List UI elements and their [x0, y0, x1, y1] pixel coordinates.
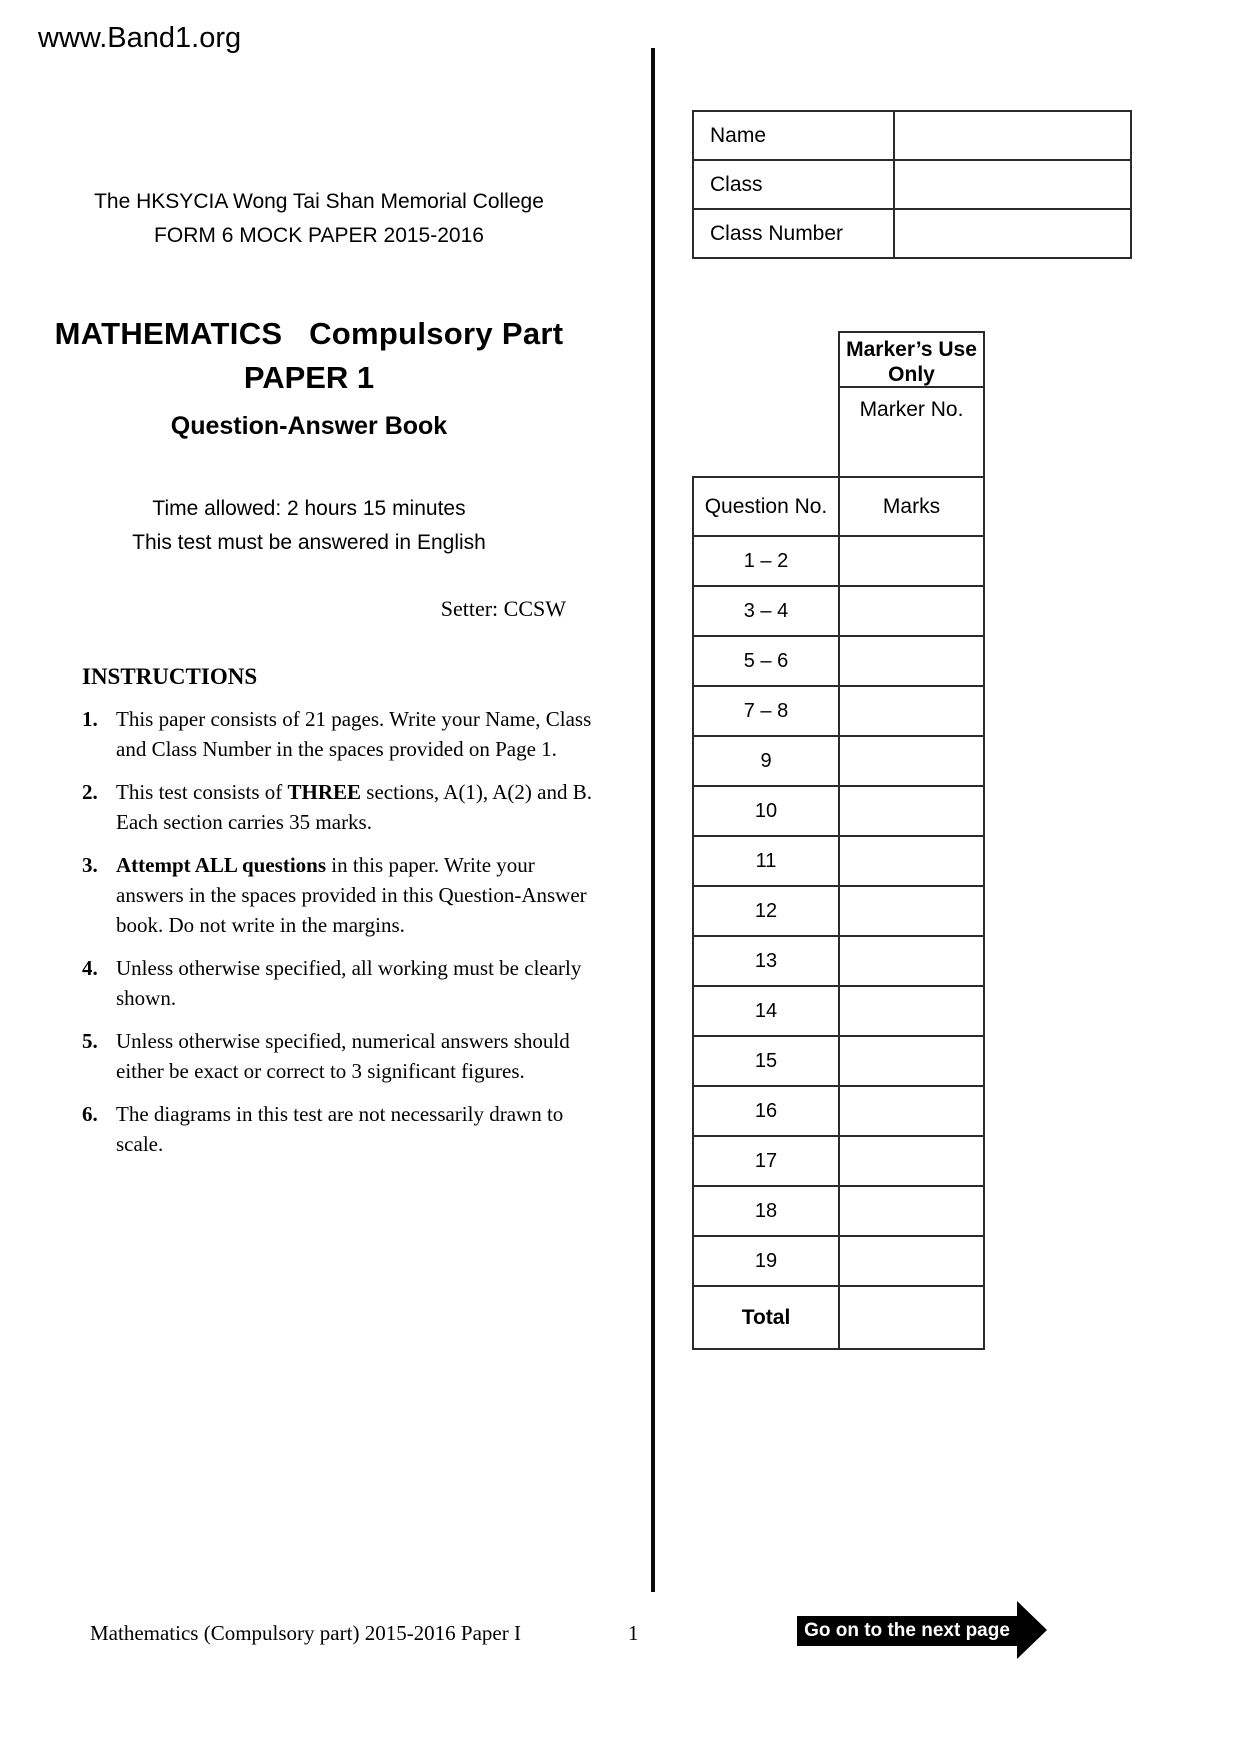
table-row [694, 635, 983, 685]
instruction-number: 6. [82, 1102, 98, 1126]
instruction-item [82, 1026, 602, 1086]
question-no-cell: 1 – 2 [694, 537, 840, 585]
marks-cell [840, 1187, 983, 1235]
instruction-number: 5. [82, 1029, 98, 1053]
instruction-number: 2. [82, 780, 98, 804]
info-value-cell [895, 210, 1130, 257]
marker-use-only-label: Marker’s Use Only [840, 333, 983, 388]
total-label: Total [694, 1287, 840, 1348]
info-row [694, 159, 1130, 208]
info-value-cell [895, 161, 1130, 208]
info-row [694, 112, 1130, 159]
question-no-header: Question No. [694, 478, 840, 535]
table-row [694, 1085, 983, 1135]
table-row [694, 835, 983, 885]
marks-cell [840, 587, 983, 635]
question-no-cell: 7 – 8 [694, 687, 840, 735]
page-number: 1 [628, 1621, 639, 1645]
question-no-cell: 9 [694, 737, 840, 785]
question-no-cell: 3 – 4 [694, 587, 840, 635]
marks-header: Marks [882, 494, 941, 518]
question-no-cell: 10 [694, 787, 840, 835]
info-row [694, 208, 1130, 257]
instruction-number: 4. [82, 956, 98, 980]
marks-cell [840, 1037, 983, 1085]
instruction-text: The diagrams in this test are not necessarily drawn to scale. [116, 1102, 564, 1156]
vertical-divider [651, 48, 655, 1592]
instructions-heading: INSTRUCTIONS [82, 664, 258, 689]
table-row [694, 785, 983, 835]
table-row [694, 885, 983, 935]
marks-cell [840, 937, 983, 985]
table-row [694, 585, 983, 635]
question-no-cell: 15 [694, 1037, 840, 1085]
table-row [694, 1235, 983, 1285]
table-row [694, 1135, 983, 1185]
exam-title: FORM 6 MOCK PAPER 2015-2016 [154, 224, 484, 247]
question-no-cell: 12 [694, 887, 840, 935]
info-label: Class Number [694, 210, 895, 257]
info-label: Class [694, 161, 895, 208]
language-note: This test must be answered in English [132, 531, 486, 554]
question-no-cell: 19 [694, 1237, 840, 1285]
paper-number: PAPER 1 [243, 360, 375, 395]
next-page-label: Go on to the next page [797, 1616, 1017, 1646]
instruction-item [82, 953, 602, 1013]
marks-cell [840, 737, 983, 785]
instruction-number: 3. [82, 853, 98, 877]
exam-conditions [30, 497, 588, 555]
footer-paper-title: Mathematics (Compulsory part) 2015-2016 Paper I [90, 1621, 521, 1645]
table-row [694, 478, 983, 535]
question-marks-table [692, 476, 985, 1350]
table-row [694, 535, 983, 585]
marks-cell [840, 887, 983, 935]
instruction-text: Unless otherwise specified, numerical answers should either be exact or correct to 3 significant figures. [116, 1029, 570, 1083]
instruction-item [82, 704, 602, 764]
instructions-section [82, 664, 602, 1172]
school-name: The HKSYCIA Wong Tai Shan Memorial College [94, 190, 544, 213]
question-no-cell: 11 [694, 837, 840, 885]
instruction-text: Attempt ALL questions in this paper. Write your answers in the spaces provided in this Question-Answer book. Do not write in the margins. [116, 853, 587, 937]
table-row [694, 735, 983, 785]
question-no-cell: 17 [694, 1137, 840, 1185]
table-row [694, 1285, 983, 1348]
subject-title: MATHEMATICS Compulsory Part [54, 316, 564, 351]
question-no-cell: 14 [694, 987, 840, 1035]
instruction-text: Unless otherwise specified, all working must be clearly shown. [116, 956, 582, 1010]
marks-cell [840, 787, 983, 835]
info-value-cell [895, 112, 1130, 159]
instruction-text: This paper consists of 21 pages. Write your Name, Class and Class Number in the spaces provided on Page 1. [116, 707, 592, 761]
marker-use-only-box [838, 331, 985, 476]
paper-title-block [30, 316, 588, 441]
question-no-cell: 5 – 6 [694, 637, 840, 685]
site-url: www.Band1.org [38, 22, 242, 54]
book-title: Question-Answer Book [170, 412, 448, 440]
marks-cell [840, 637, 983, 685]
setter: Setter: CCSW [440, 596, 566, 621]
instruction-item [82, 777, 602, 837]
marks-cell [840, 537, 983, 585]
school-header [40, 190, 598, 248]
marks-cell [840, 687, 983, 735]
instruction-item [82, 1099, 602, 1159]
marks-cell [840, 1137, 983, 1185]
table-row [694, 685, 983, 735]
question-no-cell: 18 [694, 1187, 840, 1235]
question-no-cell: 16 [694, 1087, 840, 1135]
marks-cell [840, 1087, 983, 1135]
time-allowed: Time allowed: 2 hours 15 minutes [152, 497, 466, 520]
instruction-item [82, 850, 602, 940]
arrow-right-icon [1017, 1601, 1047, 1659]
marks-cell [840, 987, 983, 1035]
marks-cell [840, 837, 983, 885]
student-info-table [692, 110, 1132, 259]
total-marks-cell [840, 1287, 983, 1348]
info-label: Name [694, 112, 895, 159]
marker-no-label: Marker No. [859, 398, 964, 421]
table-row [694, 1185, 983, 1235]
question-no-cell: 13 [694, 937, 840, 985]
table-row [694, 985, 983, 1035]
next-page-banner [797, 1599, 1049, 1661]
instruction-text: This test consists of THREE sections, A(1), A(2) and B. Each section carries 35 marks. [116, 780, 593, 834]
instructions-list [82, 704, 602, 1159]
instruction-number: 1. [82, 707, 98, 731]
table-row [694, 1035, 983, 1085]
marks-cell [840, 1237, 983, 1285]
table-row [694, 935, 983, 985]
